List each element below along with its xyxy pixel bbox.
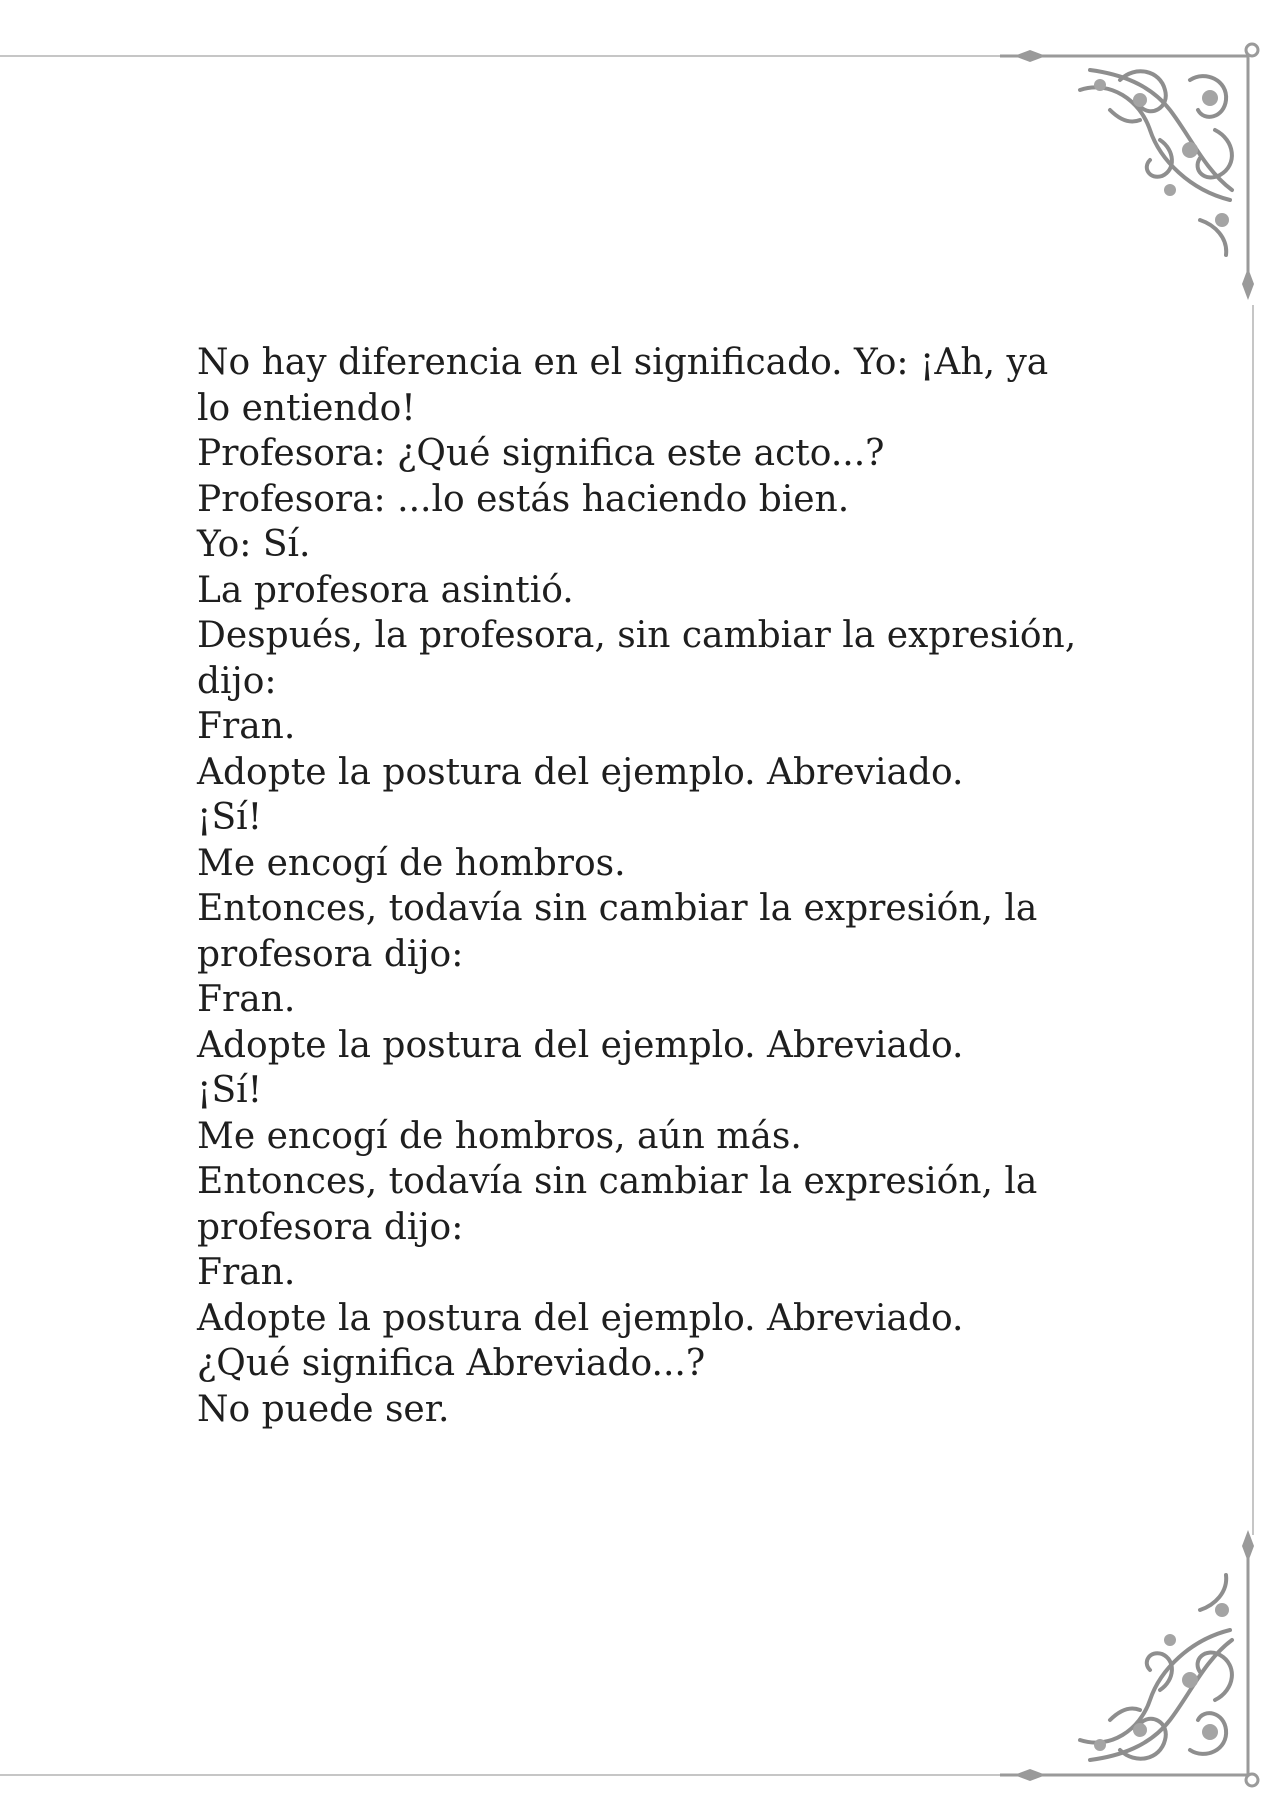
text-line: Profesora: ¿Qué significa este acto...? bbox=[197, 433, 885, 474]
floral-corner-ornament-bottom-icon bbox=[1000, 1530, 1270, 1790]
text-line: No hay diferencia en el significado. Yo: ¡Ah, ya bbox=[197, 342, 1049, 383]
frame-right-line bbox=[1252, 305, 1254, 1535]
text-line: Después, la profesora, sin cambiar la expresión, bbox=[197, 615, 1077, 656]
text-line: dijo: bbox=[197, 660, 277, 702]
text-line: ¿Qué significa Abreviado...? bbox=[197, 1343, 706, 1384]
text-line: Fran. bbox=[197, 706, 296, 747]
text-line: Yo: Sí. bbox=[197, 524, 311, 565]
floral-corner-ornament-top-icon bbox=[1000, 40, 1270, 300]
text-line: profesora dijo: bbox=[197, 1206, 464, 1248]
text-line: Me encogí de hombros, aún más. bbox=[197, 1115, 802, 1157]
text-line: No puede ser. bbox=[197, 1388, 450, 1430]
text-line: Profesora: ...lo estás haciendo bien. bbox=[197, 478, 850, 520]
text-line: Fran. bbox=[197, 1252, 296, 1293]
text-line: profesora dijo: bbox=[197, 933, 464, 975]
text-line: Adopte la postura del ejemplo. Abreviado. bbox=[197, 1024, 964, 1066]
text-line: Fran. bbox=[197, 979, 296, 1020]
text-line: ¡Sí! bbox=[197, 1070, 263, 1111]
text-line: Adopte la postura del ejemplo. Abreviado. bbox=[197, 1297, 964, 1339]
text-line: ¡Sí! bbox=[197, 797, 263, 838]
text-line: lo entiendo! bbox=[197, 387, 416, 429]
frame-bottom-line bbox=[0, 1774, 1000, 1776]
frame-top-line bbox=[0, 55, 1000, 57]
text-line: Entonces, todavía sin cambiar la expresión, la bbox=[197, 888, 1038, 929]
text-line: La profesora asintió. bbox=[197, 569, 574, 611]
page-text bbox=[197, 340, 1077, 1432]
text-line: Adopte la postura del ejemplo. Abreviado. bbox=[197, 751, 964, 793]
text-line: Entonces, todavía sin cambiar la expresión, la bbox=[197, 1161, 1038, 1202]
text-line: Me encogí de hombros. bbox=[197, 842, 626, 884]
